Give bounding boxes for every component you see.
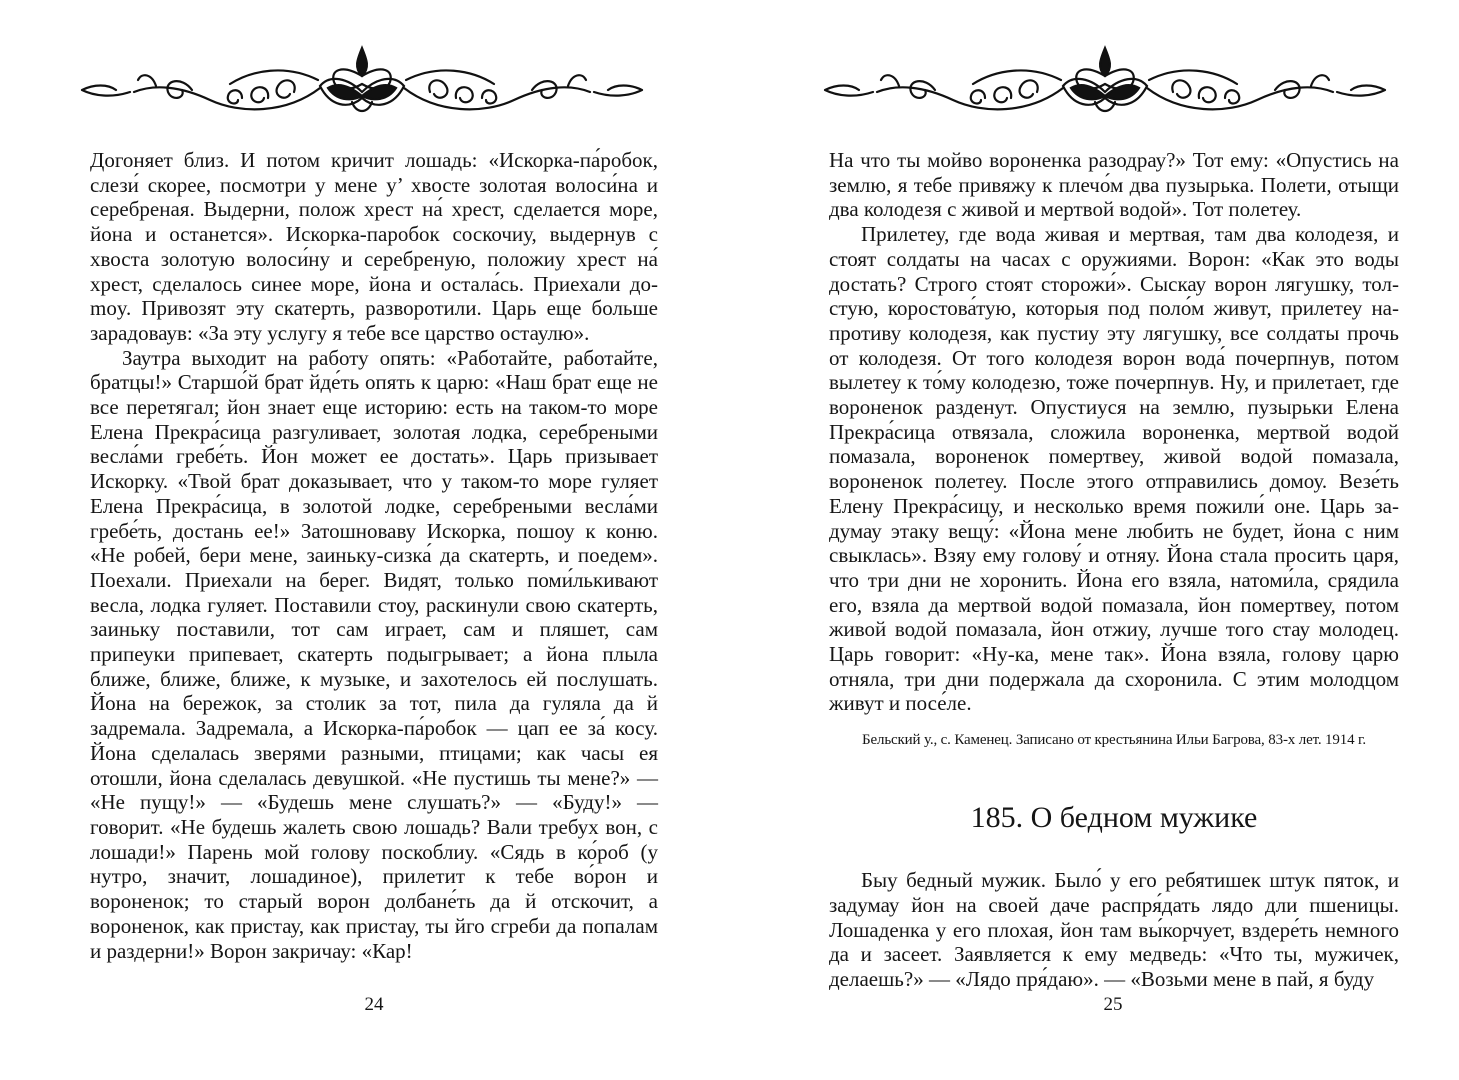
paragraph: Догоняет близ. И потом кричит лошадь: «Искорка-па́робок, слези́ скорее, посмотри у мене у’ хвосте золотая волоси́на и серебреная. Выдерни, полож хрест на́ хрест, сделается море, йона и останется». Искорка-паробок соскочиу, выдернув с хвоста золотую волоси́ну и серебреную, положиу хрест на́ хрест, сделалось синее море, йона и остала́сь. Приехали доmoy. Привозят эту скатерть, разворотили. Царь еще больше зарадоваув: «За эту услугу я тебе все царство остаулю». <box>90 148 658 345</box>
paragraph: Прилетеу, где вода живая и мертвая, там два колодезя, и стоят солдаты на часах с оружиями. Ворон: «Как это воды достать? Строго стоят сторожи́». Сыскау ворон лягушку, толстую, коростова́тую, которыя под поло́м живут, прилетеу напротиву колодезя, как пустиу эту лягушку, все солдаты прочь от колодезя. От того колодезя ворон вода́ почерпнув, потом вылетеу к то́му колодезю, тоже почерпнув. Ну, и прилетает, где вороненок разденут. Опустиуся на землю, пузырьки Елена Прекра́сица отвязала, сложила вороненка, мертвой водой помазала, вороненок помертвеу, живой водой помазала, вороненок полетеу. После этого отправились домоу. Везе́ть Елену Прекра́сицу, и несколько время пожили́ оне. Царь задумау этаку вещу́: «Йона мене любить не будет, йона с ним свыклась». Взяу ему голову́ и отняу. Йона стала просить царя, что три дни не хоронить. Йона его взяла, натоми́ла, срядила его, взяла да мертвой водой помазала, йон помертвеу, потом живой водой помазала, йон отжиу, лучше того стау молодец. Царь говорит: «Ну-ка, мене так». Йона взяла, голову царю отняла, три дни подержала да схоронила. С этим молодцом живут и посе́ле. <box>829 222 1399 716</box>
page-number: 24 <box>364 994 384 1015</box>
floral-scroll-ornament-icon <box>72 40 652 130</box>
paragraph: Быу бедный мужик. Было́ у его ребятишек штук пяток, и задумау йон на своей даче распря́дать лядо дли пшеницы. Лошаденка у его плохая, йон там вы́корчует, вздере́ть немного да и засеет. Заявляется к ему медведь: «Что ты, мужичек, делаешь?» — «Лядо пря́даю». — «Возьми мене в пай, я буду <box>829 868 1399 991</box>
left-page <box>0 0 729 1080</box>
paragraph: На что ты мойво вороненка разодрау?» Тот ему: «Опустись на землю, я тебе привяжу к плечо́м два пузырька. Полети, отыщи два колодезя с живой и мертвой водой». Тот полетеу. <box>829 148 1399 222</box>
right-page-text <box>829 148 1399 992</box>
story-title: 185. О бедном мужике <box>970 801 1258 835</box>
source-note: Бельский у., с. Каменец. Записано от крестьянина Ильи Багрова, 83-х лет. 1914 г. <box>862 732 1366 749</box>
right-page <box>729 0 1459 1080</box>
left-page-text <box>90 148 658 963</box>
floral-scroll-ornament-icon <box>815 40 1395 130</box>
paragraph: Заутра выходит на работу опять: «Работайте, работайте, братцы!» Старшо́й брат йде́ть опять к царю: «Наш брат еще не все перетягал; йон знает еще историю: есть на таком-то море Елена Прекра́сица разгуливает, золотая лодка, серебреными весла́ми гребе́ть. Йон может ее достать». Царь призывает Искорку. «Твой брат доказывает, что у таком-то море гуляет Елена Прекра́сица, в золотой лодке, серебреными весла́ми гребе́ть, достань ее!» Затошноваву Искорка, пошоу к коню. «Не робей, бери мене, заиньку-сизка́ да скатерть, и поедем». Поехали. Приехали на берег. Видят, только поми́лькивают весла, лодка гуляет. Поставили стоу, раскинули свою скатерть, заиньку поставили, тот сам играет, сам и пляшет, сам припеуки припевает, скатерть подыгрывает; а йона плыла ближе, ближе, ближе, к музыке, и захотелось ей послушать. Йона на бережок, за столик за тот, пила да гуляла да й задремала. Задремала, а Искорка-па́робок — цап ее за́ косу. Йона сделалась зверями разными, птицами; как часы ея отошли, йона сделалась девушкой. «Не пустишь ты мене?» — «Не пущу!» — «Будешь мене слушать?» — «Буду!» — говорит. «Не будешь жалеть свою лошадь? Вали требух вон, с лошади!» Парень мой голову поскоблиу. «Сядь в ко́роб (у нутро, значит, лошадиное), прилетит к тебе во́рон и вороненок; то старый ворон долбане́ть да й отскочит, а вороненок, как пристау, как пристау, ты йго сгреби да попалам и раздерни!» Ворон закричау: «Кар! <box>90 345 658 963</box>
page-number: 25 <box>1103 994 1123 1015</box>
